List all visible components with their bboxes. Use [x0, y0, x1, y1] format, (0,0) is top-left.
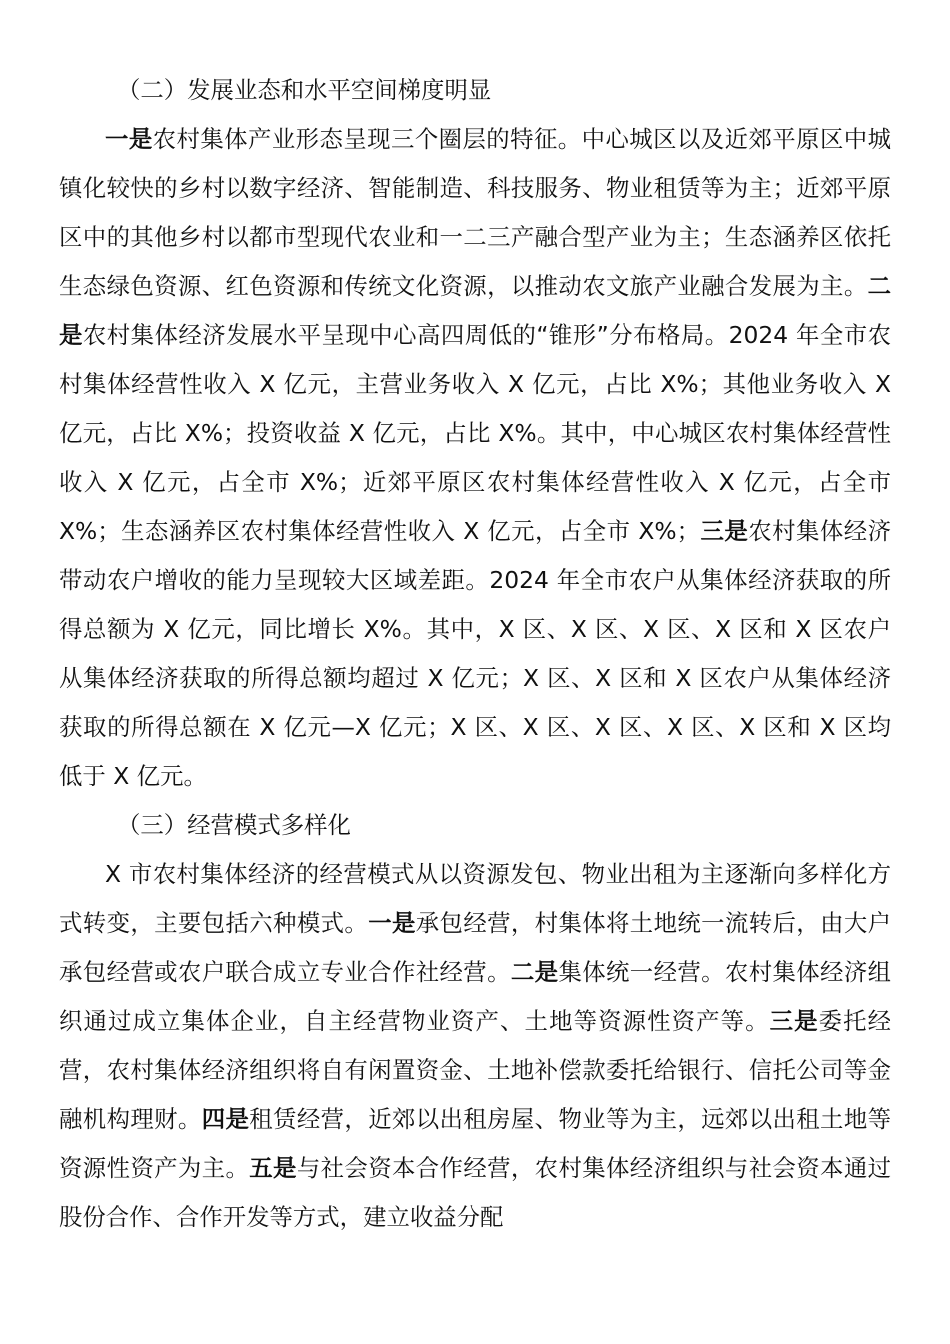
paragraph-text: 农村集体产业形态呈现三个圈层的特征。中心城区以及近郊平原区中城镇化较快的乡村以数字经济、智能制造、科技服务、物业租赁等为主；近郊平原区中的其他乡村以都市型现代农业和一二三产融合型产业为主；生态涵养区依托生态绿色资源、红色资源和传统文化资源，以推动农文旅产业融合发展为主。: [59, 125, 892, 300]
section-heading-3: （三）经营模式多样化: [117, 811, 351, 839]
bold-marker: 一是: [105, 125, 153, 153]
document-page: [59, 66, 891, 1242]
paragraph-text: 承包经营，村集体将土地统一流转后，由大户承包经营或农户联合成立专业合作社经营。: [59, 909, 892, 986]
bold-marker: 四是: [201, 1105, 250, 1133]
paragraph-text: 集体统一经营。农村集体经济组织通过成立集体企业，自主经营物业资产、土地等资源性资产等。: [59, 958, 892, 1035]
bold-marker: 三是: [700, 517, 749, 545]
section-2-paragraph: [59, 115, 891, 801]
paragraph-text: 农村集体经济带动农户增收的能力呈现较大区域差距。2024 年全市农户从集体经济获取的所得总额为 X 亿元，同比增长 X%。其中，X 区、X 区、X 区、X 区和 X 区农户从集体经济获取的所得总额均超过 X 亿元；X 区、X 区和 X 区农户从集体经济获取的所得总额在 X 亿元—X 亿元；X 区、X 区、X 区、X 区、X 区和 X 区均低于 X 亿元。: [59, 517, 892, 790]
paragraph-text: 农村集体经济发展水平呈现中心高四周低的“锥形”分布格局。2024 年全市农村集体经营性收入 X 亿元，主营业务收入 X 亿元，占比 X%；其他业务收入 X 亿元，占比 X%；投资收益 X 亿元，占比 X%。其中，中心城区农村集体经营性收入 X 亿元，占全市 X%；近郊平原区农村集体经营性收入 X 亿元，占全市 X%；生态涵养区农村集体经营性收入 X 亿元，占全市 X%；: [59, 321, 892, 545]
paragraph-text: 与社会资本合作经营，农村集体经济组织与社会资本通过股份合作、合作开发等方式，建立收益分配: [59, 1154, 892, 1231]
bold-marker: 三是: [769, 1007, 819, 1035]
bold-marker: 二是: [59, 272, 891, 349]
bold-marker: 一是: [368, 909, 416, 937]
paragraph-text: 租赁经营，近郊以出租房屋、物业等为主，远郊以出租土地等资源性资产为主。: [59, 1105, 892, 1182]
paragraph-text: 委托经营，农村集体经济组织将自有闲置资金、土地补偿款委托给银行、信托公司等金融机构理财。: [59, 1007, 892, 1133]
bold-marker: 五是: [249, 1154, 297, 1182]
paragraph-text: X 市农村集体经济的经营模式从以资源发包、物业出租为主逐渐向多样化方式转变，主要包括六种模式。: [59, 860, 891, 937]
section-3-paragraph: [59, 850, 891, 1242]
section-heading-2: （二）发展业态和水平空间梯度明显: [117, 76, 492, 104]
bold-marker: 二是: [510, 958, 559, 986]
